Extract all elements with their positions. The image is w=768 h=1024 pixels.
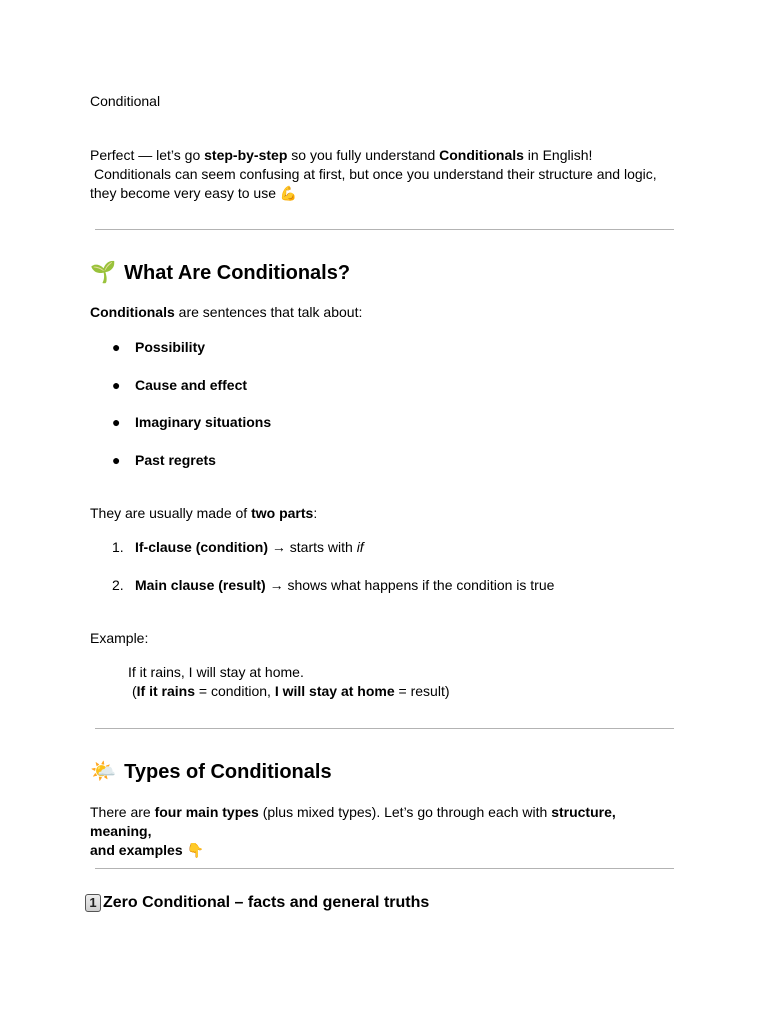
example-block [128, 663, 450, 701]
divider [95, 229, 674, 230]
list-item: ● Cause and effect [112, 377, 248, 393]
section-heading-what-are-conditionals: 🌱 What Are Conditionals? [90, 261, 351, 284]
parts-paragraph: They are usually made of two parts: [90, 505, 318, 521]
intro-line-1: Perfect — let’s go step-by-step so you fully understand Conditionals in English! [90, 147, 593, 163]
flexed-biceps-icon: 💪 [279, 185, 298, 201]
numbered-item: 1. If-clause (condition) → starts with if [112, 539, 364, 555]
list-item: ● Imaginary situations [112, 414, 272, 430]
example-sentence: If it rains, I will stay at home. [128, 664, 304, 680]
example-breakdown: (If it rains = condition, I will stay at home = result) [132, 683, 450, 699]
intro-line-3: they become very easy to use 💪 [90, 185, 298, 201]
list-item: ● Past regrets [112, 452, 216, 468]
types-paragraph: There are four main types (plus mixed types). Let’s go through each with structure, meaning, and examples 👇 [90, 804, 616, 858]
section-heading-types-of-conditionals: 🌤️ Types of Conditionals [90, 760, 332, 783]
subsection-heading-zero-conditional: 1 Zero Conditional – facts and general truths [85, 893, 429, 913]
list-item: ● Possibility [112, 339, 206, 355]
pointing-down-icon: 👇 [186, 842, 204, 858]
divider [95, 868, 674, 869]
intro-paragraph [90, 146, 675, 203]
example-label: Example: [90, 630, 149, 646]
document-title: Conditional [90, 93, 161, 109]
divider [95, 728, 674, 729]
intro-line-2: Conditionals can seem confusing at first, but once you understand their structure and logic, [94, 166, 657, 182]
seedling-icon: 🌱 [90, 261, 117, 284]
numbered-item: 2. Main clause (result) → shows what happens if the condition is true [112, 577, 555, 593]
definition-paragraph: Conditionals are sentences that talk about: [90, 304, 363, 320]
keycap-one-icon: 1 [85, 894, 101, 912]
sun-behind-cloud-icon: 🌤️ [90, 760, 117, 783]
